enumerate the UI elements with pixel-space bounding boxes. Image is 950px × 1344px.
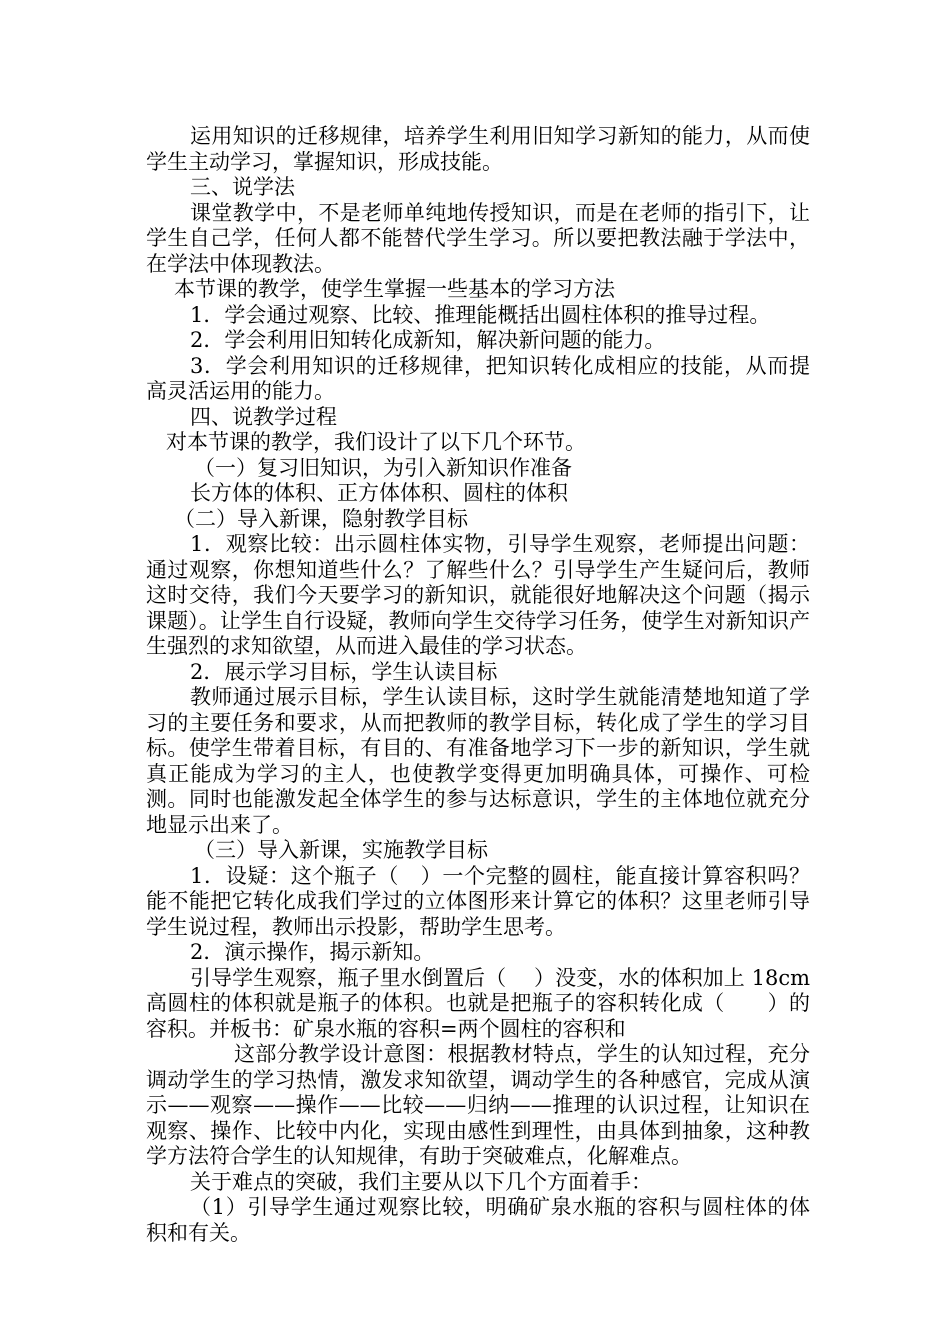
list-item-difficulty-1: （1）引导学生通过观察比较，明确矿泉水瓶的容积与圆柱体的体积和有关。 bbox=[146, 1195, 810, 1245]
paragraph-classroom-teaching: 课堂教学中，不是老师单纯地传授知识，而是在老师的指引下，让学生自己学，任何人都不能替代学生学习。所以要把教法融于学法中，在学法中体现教法。 bbox=[146, 200, 810, 276]
subheading-review: （一）复习旧知识，为引入新知识作准备 bbox=[194, 455, 572, 480]
paragraph-lesson-methods: 本节课的教学，使学生掌握一些基本的学习方法 bbox=[174, 277, 615, 301]
list-item-demonstrate: 2．演示操作，揭示新知。 bbox=[190, 940, 435, 964]
paragraph-question: 1．设疑：这个瓶子（ ）一个完整的圆柱，能直接计算容积吗？能不能把它转化成我们学过的立体图形来计算它的体积？这里老师引导学生说过程，教师出示投影，帮助学生思考。 bbox=[146, 863, 810, 939]
paragraph-difficulty: 关于难点的突破，我们主要从以下几个方面着手： bbox=[190, 1169, 652, 1194]
paragraph-guide-observe: 引导学生观察，瓶子里水倒置后（ ）没变，水的体积加上 18cm 高圆柱的体积就是瓶子的体积。也就是把瓶子的容积转化成（ ）的容积。并板书：矿泉水瓶的容积=两个圆柱的容积和 bbox=[146, 965, 810, 1041]
list-item-method-2: 2．学会利用旧知转化成新知，解决新问题的能力。 bbox=[190, 328, 666, 352]
paragraph-observe-compare: 1．观察比较：出示圆柱体实物，引导学生观察，老师提出问题：通过观察，你想知道些什么？了解些什么？引导学生产生疑问后，教师这时交待，我们今天要学习的新知识，就能很好地解决这个问题（揭示课题）。让学生自行设疑，教师向学生交待学习任务，使学生对新知识产生强烈的求知欲望，从而进入最佳的学习状态。 bbox=[146, 532, 810, 658]
paragraph-design-intent: 这部分教学设计意图：根据教材特点，学生的认知过程，充分调动学生的学习热情，激发求知欲望，调动学生的各种感官，完成从演示——观察——操作——比较——归纳——推理的认识过程，让知识在观察、操作、比较中内化，实现由感性到理性，由具体到抽象，这种教学方法符合学生的认知规律，有助于突破难点，化解难点。 bbox=[146, 1042, 810, 1168]
list-item-show-goals: 2．展示学习目标，学生认读目标 bbox=[190, 659, 498, 684]
heading-learning-method: 三、说学法 bbox=[190, 175, 295, 199]
document-body bbox=[146, 124, 810, 1246]
paragraph-transfer-rule: 运用知识的迁移规律，培养学生利用旧知学习新知的能力，从而使学生主动学习，掌握知识，形成技能。 bbox=[146, 124, 810, 174]
list-item-method-1: 1．学会通过观察、比较、推理能概括出圆柱体积的推导过程。 bbox=[190, 302, 771, 327]
paragraph-process-intro: 对本节课的教学，我们设计了以下几个环节。 bbox=[166, 430, 586, 454]
subheading-introduce: （二）导入新课，隐射教学目标 bbox=[174, 506, 468, 531]
subheading-implement: （三）导入新课，实施教学目标 bbox=[194, 838, 488, 862]
paragraph-review-content: 长方体的体积、正方体体积、圆柱的体积 bbox=[190, 481, 568, 505]
list-item-method-3: 3．学会利用知识的迁移规律，把知识转化成相应的技能，从而提高灵活运用的能力。 bbox=[146, 353, 810, 403]
heading-teaching-process: 四、说教学过程 bbox=[190, 404, 337, 429]
paragraph-goals-explained: 教师通过展示目标，学生认读目标，这时学生就能清楚地知道了学习的主要任务和要求，从而把教师的教学目标，转化成了学生的学习目标。使学生带着目标，有目的、有准备地学习下一步的新知识，学生就真正能成为学习的主人，也使教学变得更加明确具体，可操作、可检测。同时也能激发起全体学生的参与达标意识，学生的主体地位就充分地显示出来了。 bbox=[146, 685, 810, 837]
